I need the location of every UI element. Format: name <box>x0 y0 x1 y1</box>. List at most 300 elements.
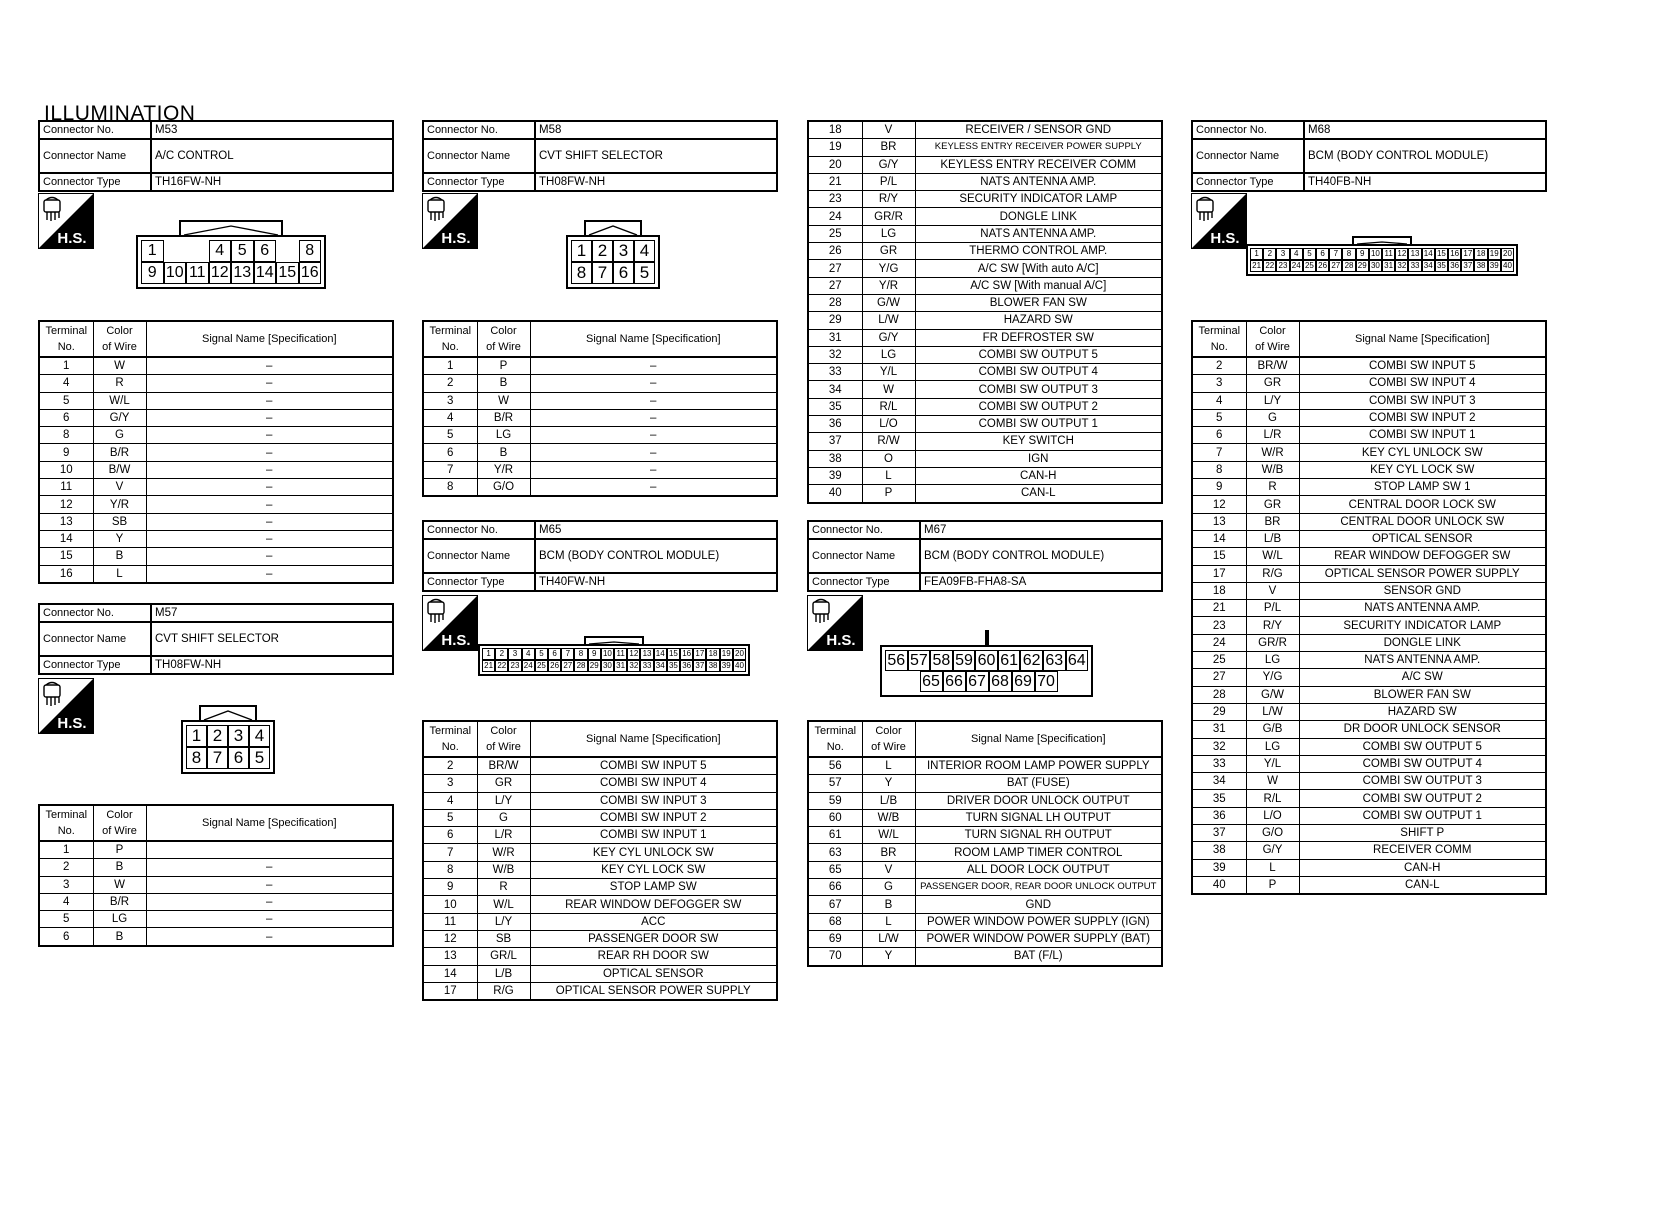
connector-pin: 20 <box>1501 248 1514 260</box>
connector-pin: 17 <box>1461 248 1474 260</box>
terminal-no: 20 <box>808 156 862 173</box>
signal-name: – <box>146 375 393 392</box>
connector-pin: 4 <box>634 240 655 262</box>
table-row <box>808 792 1162 809</box>
connector-pin: 24 <box>1290 260 1303 272</box>
wire-color: L <box>1246 859 1299 876</box>
terminal-no: 27 <box>808 260 862 277</box>
table-row <box>39 841 393 859</box>
wire-color: L <box>862 757 915 775</box>
table-row <box>423 409 777 426</box>
connector-pin: 22 <box>1263 260 1276 272</box>
connector-pin: 1 <box>186 725 207 747</box>
connector-pin: 16 <box>299 262 322 284</box>
wire-color: L/Y <box>1246 392 1299 409</box>
wire-color: P <box>1246 876 1299 894</box>
terminal-no: 33 <box>808 364 862 381</box>
terminal-no: 9 <box>423 879 477 896</box>
connector-pin: 6 <box>1316 248 1329 260</box>
signal-name: – <box>146 427 393 444</box>
table-row <box>808 191 1162 208</box>
connector-header-m57 <box>38 603 394 675</box>
connector-pin: 11 <box>1382 248 1395 260</box>
connector-pin: 37 <box>693 660 706 672</box>
wire-color: B/R <box>477 409 530 426</box>
terminal-no: 8 <box>39 427 93 444</box>
terminal-no: 3 <box>423 775 477 792</box>
terminal-no: 13 <box>39 513 93 530</box>
wire-color: P/L <box>1246 600 1299 617</box>
wire-color: L <box>862 913 915 930</box>
connector-pin: 56 <box>885 650 908 671</box>
terminal-no: 39 <box>1192 859 1246 876</box>
connector-pin <box>164 240 187 262</box>
terminal-no: 63 <box>808 844 862 861</box>
table-row <box>1192 375 1546 392</box>
table-row <box>1192 859 1546 876</box>
table-row <box>808 896 1162 913</box>
table-row <box>1192 755 1546 772</box>
connector-pin: 9 <box>588 648 601 660</box>
table-row <box>808 346 1162 363</box>
terminal-no: 56 <box>808 757 862 775</box>
connector-pin: 15 <box>667 648 680 660</box>
wire-color: LG <box>93 911 146 928</box>
wire-color: L/O <box>862 416 915 433</box>
wire-color: BR <box>862 844 915 861</box>
signal-name: HAZARD SW <box>1299 703 1546 720</box>
wire-color: W <box>93 357 146 375</box>
signal-name: NATS ANTENNA AMP. <box>915 225 1162 242</box>
table-row <box>1192 427 1546 444</box>
table-row <box>39 859 393 876</box>
signal-name: COMBI SW INPUT 1 <box>1299 427 1546 444</box>
connector-pin: 34 <box>654 660 667 672</box>
terminal-no: 6 <box>39 928 93 946</box>
wire-color: R/G <box>1246 565 1299 582</box>
signal-name: BAT (FUSE) <box>915 775 1162 792</box>
table-row <box>808 208 1162 225</box>
wire-color: L/O <box>1246 807 1299 824</box>
svg-text:H.S.: H.S. <box>826 632 856 649</box>
signal-name: ALL DOOR LOCK OUTPUT <box>915 861 1162 878</box>
table-row <box>808 173 1162 190</box>
table-row <box>39 409 393 426</box>
connector-pin: 8 <box>571 262 592 284</box>
connector-pin: 5 <box>535 648 548 660</box>
connector-pin: 18 <box>706 648 719 660</box>
terminal-no-header: Terminal No. <box>423 721 477 757</box>
color-of-wire-header: Color of Wire <box>477 721 530 757</box>
connector-type: TH08FW-NH <box>151 656 393 674</box>
wire-color: L/R <box>477 827 530 844</box>
wire-color: Y/G <box>1246 669 1299 686</box>
terminal-no: 7 <box>423 844 477 861</box>
table-row <box>423 375 777 392</box>
connector-pin: 5 <box>249 747 270 769</box>
connector-pin: 13 <box>231 262 254 284</box>
connector-pin: 7 <box>592 262 613 284</box>
color-of-wire-header: Color of Wire <box>93 321 146 357</box>
connector-pin: 58 <box>930 650 953 671</box>
table-row <box>39 444 393 461</box>
connector-pin: 25 <box>1303 260 1316 272</box>
connector-pin: 15 <box>1435 248 1448 260</box>
signal-name: – <box>146 444 393 461</box>
terminal-no-header: Terminal No. <box>39 805 93 841</box>
wire-color: G <box>1246 409 1299 426</box>
connector-pin: 8 <box>1342 248 1355 260</box>
terminal-no: 14 <box>423 965 477 982</box>
terminal-no: 27 <box>1192 669 1246 686</box>
table-row <box>423 427 777 444</box>
signal-name: COMBI SW INPUT 2 <box>530 809 777 826</box>
hs-badge-icon <box>1191 193 1247 249</box>
signal-name: STOP LAMP SW 1 <box>1299 479 1546 496</box>
connector-pin: 30 <box>1369 260 1382 272</box>
wire-color: G <box>93 427 146 444</box>
terminal-no: 23 <box>808 191 862 208</box>
connector-pin: 31 <box>1382 260 1395 272</box>
wire-color: W/B <box>1246 461 1299 478</box>
connector-pin: 32 <box>1395 260 1408 272</box>
wire-color: G/Y <box>862 329 915 346</box>
table-row <box>423 879 777 896</box>
wire-color: W/L <box>862 827 915 844</box>
signal-name: A/C SW [With auto A/C] <box>915 260 1162 277</box>
wire-color: L/R <box>1246 427 1299 444</box>
signal-name: SECURITY INDICATOR LAMP <box>915 191 1162 208</box>
connector-diagram-m57 <box>181 705 275 774</box>
table-row <box>808 364 1162 381</box>
terminal-no: 6 <box>423 827 477 844</box>
table-row <box>808 450 1162 467</box>
terminal-no-header: Terminal No. <box>423 321 477 357</box>
wire-color: R <box>1246 479 1299 496</box>
hs-badge-icon <box>422 193 478 249</box>
connector-pin: 30 <box>601 660 614 672</box>
wire-color: Y/R <box>93 496 146 513</box>
table-row <box>1192 530 1546 547</box>
terminal-no: 57 <box>808 775 862 792</box>
connector-name: BCM (BODY CONTROL MODULE) <box>1304 139 1546 173</box>
table-row <box>1192 773 1546 790</box>
connector-pin: 59 <box>953 650 976 671</box>
label: Connector Name <box>808 539 920 573</box>
connector-header-m68 <box>1191 120 1547 192</box>
signal-name: POWER WINDOW POWER SUPPLY (BAT) <box>915 930 1162 947</box>
terminal-no: 40 <box>808 485 862 503</box>
terminal-no: 35 <box>808 398 862 415</box>
wire-color: V <box>93 479 146 496</box>
table-row <box>1192 807 1546 824</box>
wire-color: BR/W <box>477 757 530 775</box>
signal-name <box>146 841 393 859</box>
signal-name-header: Signal Name [Specification] <box>915 721 1162 757</box>
terminal-no: 18 <box>808 121 862 139</box>
signal-name: REAR WINDOW DEFOGGER SW <box>1299 548 1546 565</box>
signal-name: – <box>146 461 393 478</box>
connector-diagram-m68 <box>1246 236 1518 276</box>
terminal-no: 3 <box>39 876 93 893</box>
table-row <box>808 930 1162 947</box>
signal-name: KEY SWITCH <box>915 433 1162 450</box>
wire-color: W <box>477 392 530 409</box>
table-row <box>1192 357 1546 375</box>
signal-name: COMBI SW OUTPUT 5 <box>915 346 1162 363</box>
connector-pin: 16 <box>1448 248 1461 260</box>
terminal-no: 35 <box>1192 790 1246 807</box>
signal-name: CAN-H <box>915 467 1162 484</box>
wire-color: L/W <box>862 930 915 947</box>
connector-pin: 11 <box>614 648 627 660</box>
wire-color: R/W <box>862 433 915 450</box>
connector-no: M53 <box>151 121 393 139</box>
wire-color: R/G <box>477 982 530 1000</box>
label: Connector Type <box>39 656 151 674</box>
label: Connector Name <box>423 539 535 573</box>
terminal-no: 13 <box>1192 513 1246 530</box>
wire-color: P/L <box>862 173 915 190</box>
label: Connector Name <box>423 139 535 173</box>
connector-pin: 26 <box>1316 260 1329 272</box>
signal-name: – <box>146 928 393 946</box>
connector-pin: 5 <box>1303 248 1316 260</box>
table-row <box>423 357 777 375</box>
wire-color: BR/W <box>1246 357 1299 375</box>
table-row <box>1192 496 1546 513</box>
signal-name: COMBI SW INPUT 1 <box>530 827 777 844</box>
connector-name: BCM (BODY CONTROL MODULE) <box>535 539 777 573</box>
terminal-no: 24 <box>808 208 862 225</box>
wire-color: G/W <box>1246 686 1299 703</box>
signal-name: COMBI SW INPUT 4 <box>1299 375 1546 392</box>
color-of-wire-header: Color of Wire <box>862 721 915 757</box>
connector-pin: 67 <box>966 671 989 692</box>
table-row <box>39 357 393 375</box>
signal-name: REAR WINDOW DEFOGGER SW <box>530 896 777 913</box>
terminal-no: 37 <box>808 433 862 450</box>
connector-pin <box>276 240 299 262</box>
label: Connector Name <box>39 139 151 173</box>
connector-pin: 61 <box>998 650 1021 671</box>
terminal-no: 38 <box>808 450 862 467</box>
connector-pin: 14 <box>254 262 277 284</box>
table-row <box>808 757 1162 775</box>
terminal-no: 10 <box>39 461 93 478</box>
signal-name: KEYLESS ENTRY RECEIVER COMM <box>915 156 1162 173</box>
signal-name: KEY CYL UNLOCK SW <box>530 844 777 861</box>
connector-pin: 10 <box>601 648 614 660</box>
terminal-table-m57 <box>38 804 394 947</box>
table-row <box>39 530 393 547</box>
connector-pin: 63 <box>1043 650 1066 671</box>
signal-name: – <box>530 444 777 461</box>
wire-color: GR <box>1246 496 1299 513</box>
table-row <box>808 156 1162 173</box>
wire-color: BR <box>862 139 915 156</box>
terminal-no: 21 <box>1192 600 1246 617</box>
signal-name-header: Signal Name [Specification] <box>530 321 777 357</box>
connector-pin: 6 <box>228 747 249 769</box>
svg-text:H.S.: H.S. <box>1210 230 1240 247</box>
wire-color: R/L <box>862 398 915 415</box>
table-row <box>808 485 1162 503</box>
connector-pin: 34 <box>1422 260 1435 272</box>
signal-name: CENTRAL DOOR LOCK SW <box>1299 496 1546 513</box>
connector-pin: 39 <box>1488 260 1501 272</box>
table-row <box>808 467 1162 484</box>
terminal-no: 15 <box>39 548 93 565</box>
wire-color: Y/L <box>862 364 915 381</box>
wire-color: SB <box>93 513 146 530</box>
connector-header-m58 <box>422 120 778 192</box>
signal-name: COMBI SW INPUT 4 <box>530 775 777 792</box>
wire-color: G/Y <box>1246 842 1299 859</box>
signal-name: – <box>146 409 393 426</box>
page-title: ILLUMINATION <box>44 102 196 125</box>
terminal-no: 9 <box>1192 479 1246 496</box>
table-row <box>808 312 1162 329</box>
table-row <box>423 896 777 913</box>
label: Connector No. <box>39 604 151 622</box>
connector-header-m67 <box>807 520 1163 592</box>
wire-color: L/B <box>1246 530 1299 547</box>
connector-diagram-m53 <box>136 220 326 289</box>
signal-name: CENTRAL DOOR UNLOCK SW <box>1299 513 1546 530</box>
connector-pin: 70 <box>1035 671 1058 692</box>
label: Connector Type <box>39 173 151 191</box>
connector-pin: 8 <box>186 747 207 769</box>
signal-name: KEY CYL LOCK SW <box>1299 461 1546 478</box>
terminal-table-m65 <box>422 720 778 1001</box>
table-row <box>808 277 1162 294</box>
terminal-no: 4 <box>39 375 93 392</box>
terminal-no: 6 <box>1192 427 1246 444</box>
signal-name: NATS ANTENNA AMP. <box>1299 652 1546 669</box>
connector-pin: 8 <box>574 648 587 660</box>
wire-color: W/R <box>1246 444 1299 461</box>
table-row <box>39 392 393 409</box>
terminal-no: 29 <box>1192 703 1246 720</box>
table-row <box>1192 842 1546 859</box>
wire-color: R <box>477 879 530 896</box>
signal-name: A/C SW [With manual A/C] <box>915 277 1162 294</box>
signal-name: POWER WINDOW POWER SUPPLY (IGN) <box>915 913 1162 930</box>
terminal-no: 66 <box>808 879 862 896</box>
terminal-no: 37 <box>1192 825 1246 842</box>
table-row <box>1192 461 1546 478</box>
table-row <box>808 139 1162 156</box>
label: Connector Name <box>1192 139 1304 173</box>
table-row <box>1192 686 1546 703</box>
wire-color: G <box>477 809 530 826</box>
table-row <box>808 260 1162 277</box>
table-row <box>39 513 393 530</box>
connector-pin: 1 <box>1250 248 1263 260</box>
terminal-no: 36 <box>808 416 862 433</box>
terminal-no: 2 <box>423 757 477 775</box>
terminal-no: 17 <box>423 982 477 1000</box>
connector-no: M67 <box>920 521 1162 539</box>
label: Connector No. <box>423 121 535 139</box>
table-row <box>808 809 1162 826</box>
table-row <box>1192 634 1546 651</box>
table-row <box>808 416 1162 433</box>
signal-name: COMBI SW OUTPUT 5 <box>1299 738 1546 755</box>
terminal-no: 14 <box>1192 530 1246 547</box>
signal-name: COMBI SW INPUT 3 <box>530 792 777 809</box>
connector-pin: 62 <box>1020 650 1043 671</box>
connector-pin: 14 <box>1422 248 1435 260</box>
color-of-wire-header: Color of Wire <box>477 321 530 357</box>
table-row <box>1192 548 1546 565</box>
terminal-no-header: Terminal No. <box>1192 321 1246 357</box>
connector-header-m65 <box>422 520 778 592</box>
table-row <box>39 496 393 513</box>
connector-pin: 33 <box>1408 260 1421 272</box>
connector-pin: 24 <box>522 660 535 672</box>
label: Connector Type <box>808 573 920 591</box>
wire-color: R/Y <box>1246 617 1299 634</box>
label: Connector Type <box>423 173 535 191</box>
connector-pin: 40 <box>733 660 746 672</box>
table-row <box>423 461 777 478</box>
terminal-no: 29 <box>808 312 862 329</box>
wire-color: G/O <box>477 479 530 497</box>
terminal-no: 5 <box>423 427 477 444</box>
connector-pin: 18 <box>1474 248 1487 260</box>
table-row <box>423 965 777 982</box>
connector-pin: 6 <box>254 240 277 262</box>
table-row <box>39 375 393 392</box>
signal-name: REAR RH DOOR SW <box>530 948 777 965</box>
terminal-no: 5 <box>39 911 93 928</box>
signal-name: – <box>530 461 777 478</box>
signal-name: A/C SW <box>1299 669 1546 686</box>
signal-name: GND <box>915 896 1162 913</box>
signal-name: COMBI SW OUTPUT 4 <box>915 364 1162 381</box>
signal-name: COMBI SW INPUT 5 <box>1299 357 1546 375</box>
wire-color: R/Y <box>862 191 915 208</box>
terminal-no: 10 <box>423 896 477 913</box>
signal-name: – <box>146 876 393 893</box>
terminal-no: 61 <box>808 827 862 844</box>
terminal-table-m65-continued <box>807 120 1163 504</box>
connector-pin: 5 <box>231 240 254 262</box>
wire-color: L <box>862 467 915 484</box>
wire-color: B <box>862 896 915 913</box>
terminal-no: 68 <box>808 913 862 930</box>
wire-color: G/O <box>1246 825 1299 842</box>
wire-color: V <box>1246 582 1299 599</box>
signal-name: COMBI SW OUTPUT 1 <box>915 416 1162 433</box>
signal-name: – <box>146 513 393 530</box>
signal-name: COMBI SW INPUT 5 <box>530 757 777 775</box>
terminal-no: 11 <box>39 479 93 496</box>
wire-color: R/L <box>1246 790 1299 807</box>
connector-pin: 10 <box>1369 248 1382 260</box>
wire-color: W/L <box>1246 548 1299 565</box>
table-row <box>808 775 1162 792</box>
wire-color: GR/R <box>862 208 915 225</box>
wire-color: GR/L <box>477 948 530 965</box>
label: Connector No. <box>39 121 151 139</box>
connector-pin: 57 <box>908 650 931 671</box>
wire-color: V <box>862 121 915 139</box>
table-row <box>808 879 1162 896</box>
connector-pin: 69 <box>1012 671 1035 692</box>
